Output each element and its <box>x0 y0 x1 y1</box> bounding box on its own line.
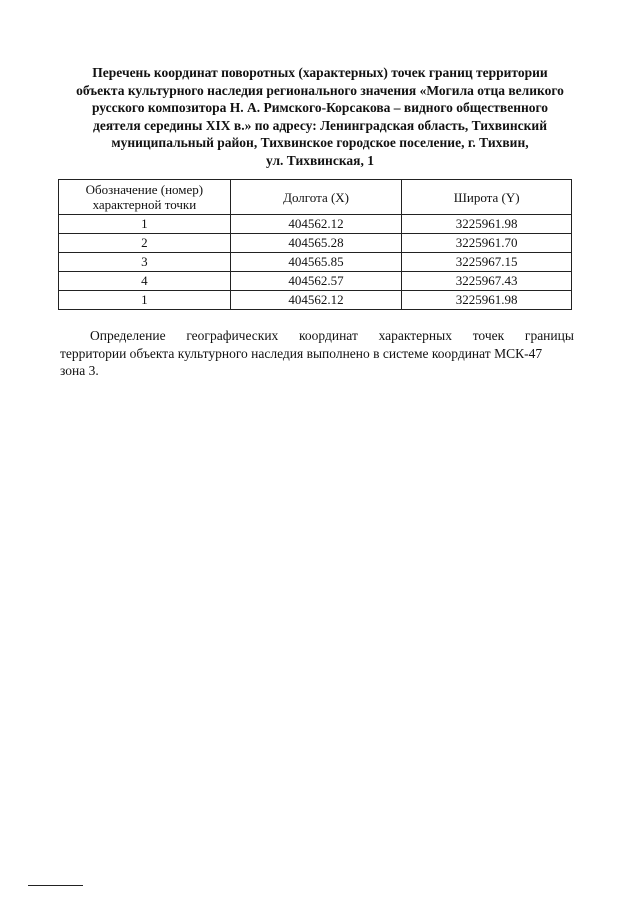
title-line: русского композитора Н. А. Римского-Корсакова – видного общественного <box>91 100 549 116</box>
note-word: географических <box>186 328 279 343</box>
cell-latitude: 3225961.98 <box>402 291 572 310</box>
coordinates-table <box>58 179 572 310</box>
title-line: деятеля середины XIX в.» по адресу: Ленинградская область, Тихвинский <box>93 117 547 133</box>
document-title <box>60 64 580 170</box>
note-line: зона 3. <box>60 363 99 378</box>
cell-latitude: 3225967.15 <box>402 253 572 272</box>
title-line: муниципальный район, Тихвинское городское поселение, г. Тихвин, <box>111 135 529 151</box>
table-row <box>59 272 572 291</box>
cell-latitude: 3225961.70 <box>402 234 572 253</box>
note-word: характерных <box>378 328 452 343</box>
cell-longitude: 404565.85 <box>230 253 402 272</box>
table-row <box>59 234 572 253</box>
note-line: территории объекта культурного наследия выполнено в системе координат МСК-47 <box>60 345 543 361</box>
title-line: ул. Тихвинская, 1 <box>266 152 374 168</box>
cell-longitude: 404562.12 <box>230 215 402 234</box>
cell-point: 1 <box>59 291 231 310</box>
cell-point: 1 <box>59 215 231 234</box>
title-line: объекта культурного наследия регионального значения «Могила отца великого <box>76 82 564 98</box>
table-row <box>59 253 572 272</box>
cell-latitude: 3225961.98 <box>402 215 572 234</box>
cell-latitude: 3225967.43 <box>402 272 572 291</box>
header-latitude: Широта (Y) <box>402 180 572 215</box>
note-word: границы <box>524 328 574 343</box>
footnote-separator <box>28 885 83 886</box>
note-word: координат <box>299 328 358 343</box>
coordinate-system-note <box>60 327 574 380</box>
cell-longitude: 404562.12 <box>230 291 402 310</box>
header-longitude: Долгота (X) <box>230 180 402 215</box>
table-header-row <box>59 180 572 215</box>
header-point: Обозначение (номер) характерной точки <box>59 180 231 215</box>
table-row <box>59 291 572 310</box>
note-line-justified <box>60 327 574 345</box>
title-line: Перечень координат поворотных (характерных) точек границ территории <box>92 65 548 80</box>
cell-point: 3 <box>59 253 231 272</box>
cell-longitude: 404562.57 <box>230 272 402 291</box>
note-word: точек <box>472 328 505 343</box>
cell-point: 2 <box>59 234 231 253</box>
cell-point: 4 <box>59 272 231 291</box>
cell-longitude: 404565.28 <box>230 234 402 253</box>
note-word: Определение <box>90 328 166 343</box>
table-row <box>59 215 572 234</box>
